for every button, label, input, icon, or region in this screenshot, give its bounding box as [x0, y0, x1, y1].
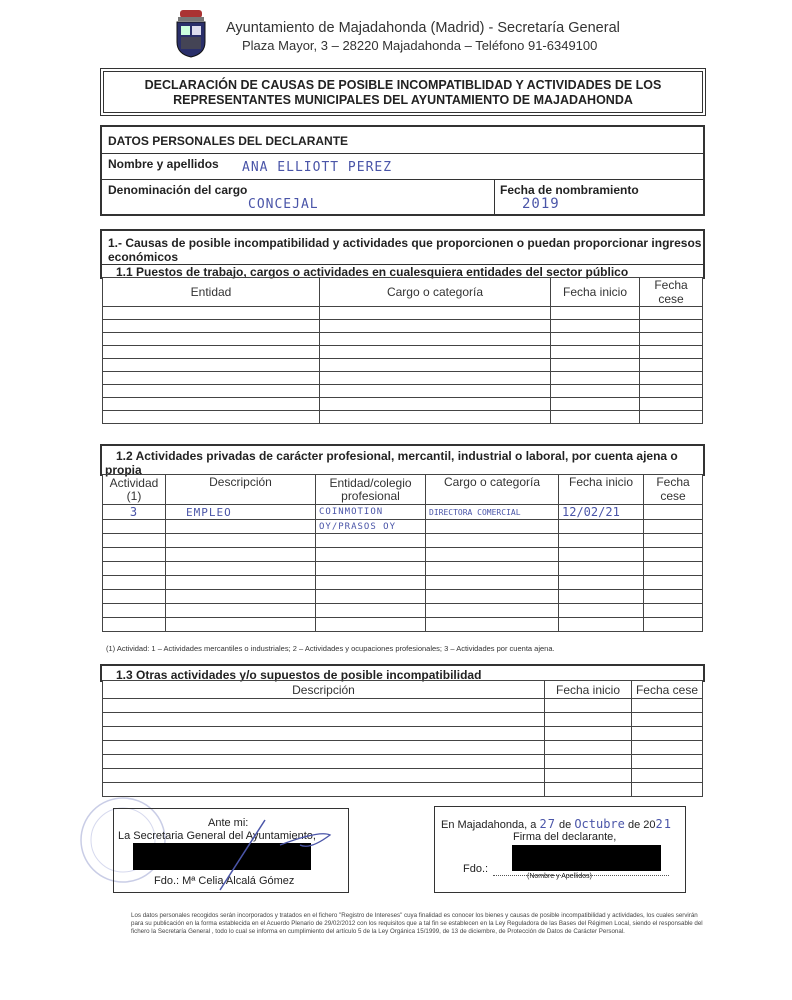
table-row [103, 320, 703, 333]
table-1-1 [102, 277, 703, 424]
col-actividad: Actividad (1) [103, 475, 166, 505]
col-entidad: Entidad [103, 278, 320, 307]
col-fecha-inicio: Fecha inicio [559, 475, 644, 505]
row1-cargo: DIRECTORA COMERCIAL [426, 505, 559, 520]
header-organization: Ayuntamiento de Majadahonda (Madrid) - Secretaría General [226, 20, 620, 36]
col-fecha-cese: Fecha cese [644, 475, 703, 505]
section-1-2-heading-line-1: 1.2 Actividades privadas de carácter profesional, mercantil, industrial o laboral, por cuenta ajena o [116, 449, 678, 463]
table-row [103, 783, 703, 797]
col-fecha-inicio: Fecha inicio [545, 681, 632, 699]
table-1-2 [102, 474, 703, 632]
municipal-crest-icon [172, 8, 210, 58]
table-row [103, 505, 703, 520]
date-year: 21 [655, 817, 672, 831]
secretaria-name: Fdo.: Mª Celia Alcalá Gómez [154, 875, 295, 887]
nombre-apellidos-label: (Nombre y Apellidos) [527, 873, 592, 880]
table-row [103, 372, 703, 385]
section-1-2-heading-line-2: propia [105, 463, 142, 477]
name-label: Nombre y apellidos [108, 157, 219, 171]
secretary-signature-mark [180, 815, 340, 895]
table-1-3 [102, 680, 703, 797]
section-1-heading-line-2: económicos [108, 250, 179, 264]
row1-fecha-cese [644, 505, 703, 520]
title-line-2: REPRESENTANTES MUNICIPALES DEL AYUNTAMIENTO DE MAJADAHONDA [173, 93, 633, 107]
row1-actividad: 3 [103, 505, 166, 520]
date-line [441, 817, 672, 831]
fecha-nombramiento-value: 2019 [522, 196, 560, 212]
section-1-heading-line-1: 1.- Causas de posible incompatibilidad y actividades que proporcionen o puedan proporcionar ingresos [108, 236, 702, 250]
cargo-label: Denominación del cargo [108, 183, 248, 197]
privacy-notice: Los datos personales recogidos serán incorporados y tratados en el fichero "Registro de Intereses" cuya finalidad es conocer los bienes y causas de posible incompatibilidad y actividades, los cuales servirán para su publicación en la forma establecida en el Acuerdo Plenario de 29/02/2012 con los requisitos que a tal fin se establecen en la Ley Reguladora de las Bases del Régimen Local, siendo el responsable del fichero la Secretaría General , todo lo cual se informa en cumplimiento del artículo 5 de la Ley Orgánica 15/1999, de 13 de diciembre, de Protección de Datos de Carácter Personal. [131, 912, 703, 935]
table-row [103, 576, 703, 590]
col-descripcion: Descripción [103, 681, 545, 699]
personal-data-section [100, 125, 705, 216]
date-de-2: de 20 [627, 819, 656, 831]
table-row [103, 307, 703, 320]
name-value: ANA ELLIOTT PEREZ [242, 160, 393, 175]
fecha-nombramiento-label: Fecha de nombramiento [500, 183, 639, 197]
table-row [103, 385, 703, 398]
date-de-1: de [559, 819, 572, 831]
firma-declarante: Firma del declarante, [513, 831, 617, 843]
col-fecha-inicio: Fecha inicio [551, 278, 640, 307]
section-1-1-heading: 1.1 Puestos de trabajo, cargos o actividades en cualesquiera entidades del sector público [116, 265, 629, 279]
col-cargo: Cargo o categoría [320, 278, 551, 307]
redacted-declarant-name [512, 845, 661, 871]
table-row [103, 769, 703, 783]
ante-mi: Ante mi: [208, 817, 249, 829]
col-fecha-cese: Fecha cese [632, 681, 703, 699]
table-row [103, 534, 703, 548]
document-title [100, 68, 706, 116]
col-fecha-cese: Fecha cese [640, 278, 703, 307]
col-descripcion: Descripción [166, 475, 316, 505]
col-entidad-colegio: Entidad/colegio profesional [316, 475, 426, 505]
row2-entidad: OY/PRASOS OY [316, 520, 426, 534]
header-address: Plaza Mayor, 3 – 28220 Majadahonda – Teléfono 91-6349100 [242, 38, 598, 53]
table-row [103, 398, 703, 411]
secretaria-title: La Secretaria General del Ayuntamiento, [118, 830, 316, 842]
table-row [103, 562, 703, 576]
table-row [103, 590, 703, 604]
date-month: Octubre [574, 817, 625, 831]
table-row [103, 604, 703, 618]
table-row [103, 359, 703, 372]
table-row [103, 411, 703, 424]
cargo-value: CONCEJAL [248, 197, 319, 212]
table-row [103, 548, 703, 562]
table-row [103, 346, 703, 359]
section-1-3-heading: 1.3 Otras actividades y/o supuestos de posible incompatibilidad [116, 668, 482, 682]
row1-entidad: COINMOTION [316, 505, 426, 520]
col-cargo-categoria: Cargo o categoría [426, 475, 559, 505]
table-row [103, 755, 703, 769]
table-row [103, 333, 703, 346]
title-line-1: DECLARACIÓN DE CAUSAS DE POSIBLE INCOMPATIBLIDAD Y ACTIVIDADES DE LOS [144, 78, 662, 92]
section-1-header [100, 229, 705, 279]
table-row [103, 618, 703, 632]
row1-descripcion: EMPLEO [166, 505, 316, 520]
date-prefix: En Majadahonda, a [441, 819, 537, 831]
table-row [103, 741, 703, 755]
date-day: 27 [539, 817, 556, 831]
table-row [103, 713, 703, 727]
fdo-label: Fdo.: [463, 863, 489, 875]
table-row [103, 727, 703, 741]
section-1-2-header [100, 444, 705, 476]
table-row [103, 699, 703, 713]
personal-data-heading: DATOS PERSONALES DEL DECLARANTE [108, 134, 349, 148]
table-row [103, 520, 703, 534]
row1-fecha-inicio: 12/02/21 [559, 505, 644, 520]
activity-footnote: (1) Actividad: 1 – Actividades mercantiles o industriales; 2 – Actividades y ocupaciones profesionales; 3 – Actividades por cuenta ajena. [106, 644, 555, 653]
